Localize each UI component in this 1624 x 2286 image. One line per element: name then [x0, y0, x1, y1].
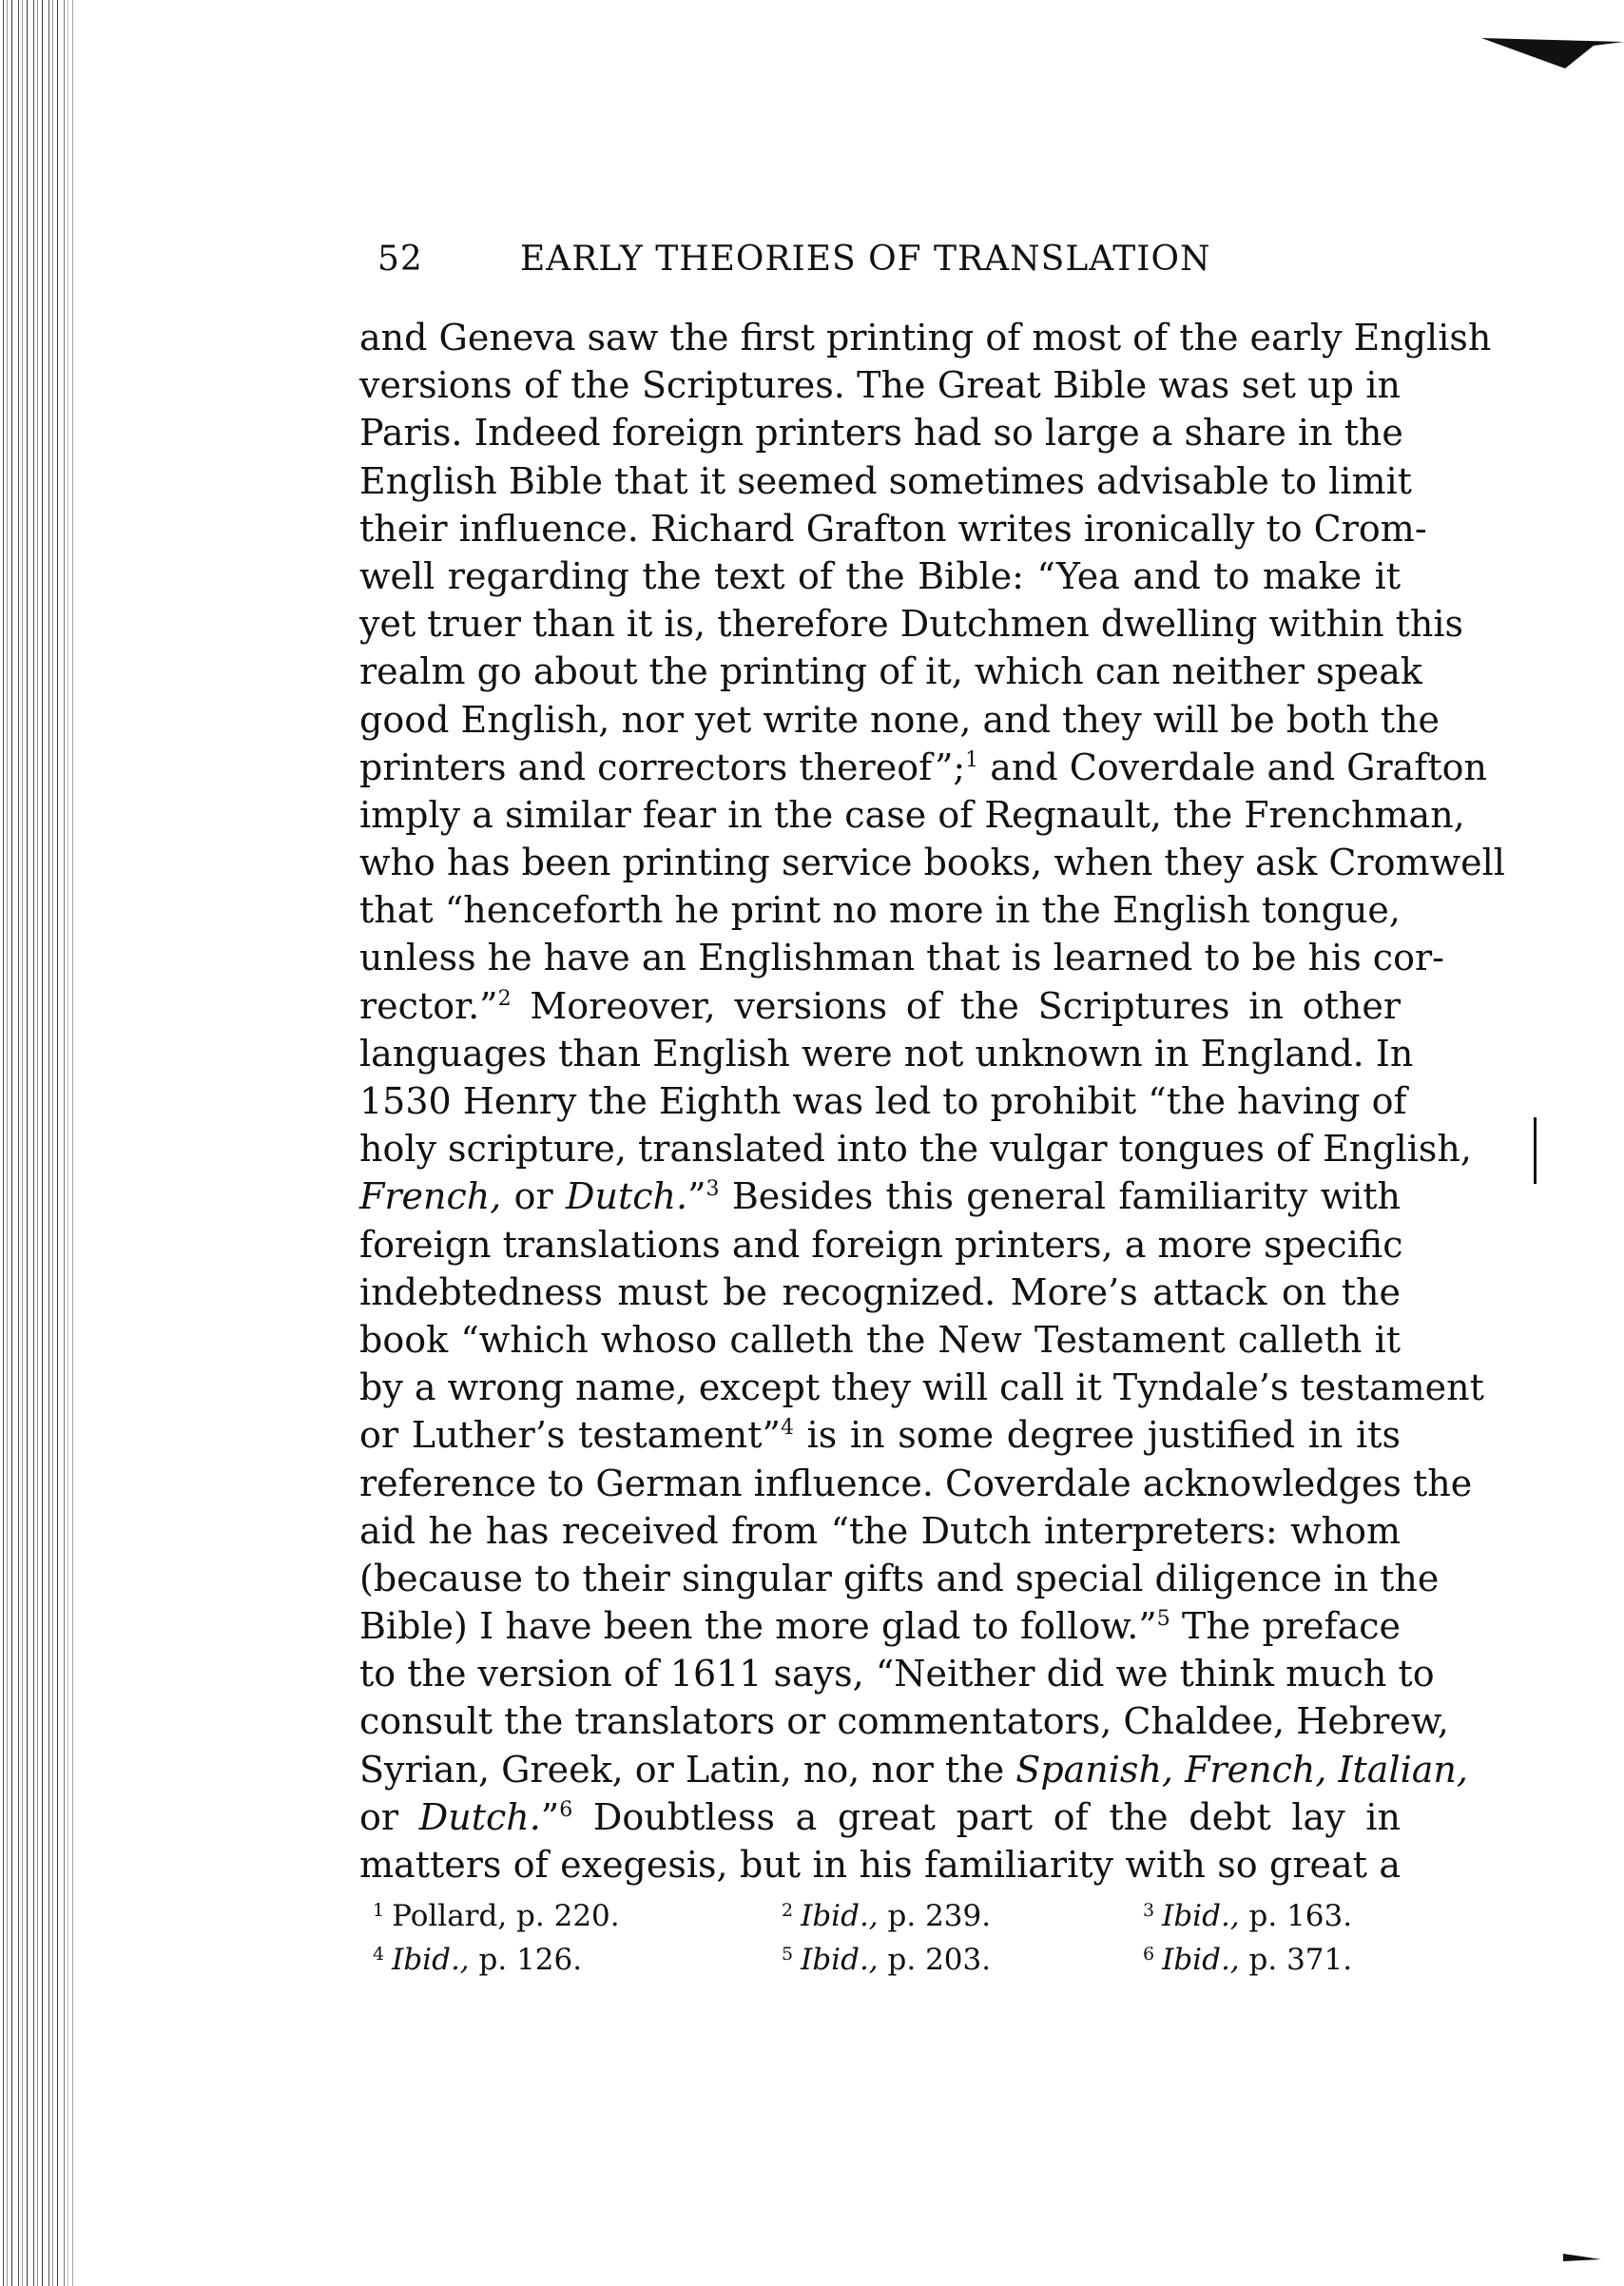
text-line: realm go about the printing of it, which can neither speak [359, 650, 1422, 693]
footnote-italic: Ibid., [1162, 1943, 1240, 1977]
footnote-text: p. 163. [1239, 1899, 1353, 1933]
footnote [782, 1938, 1143, 1982]
text-fragment: is in some degree justified in its [793, 1414, 1401, 1457]
text-line: 1530 Henry the Eighth was led to prohibit “the having of [359, 1080, 1407, 1122]
footnote-italic: Ibid., [801, 1899, 879, 1933]
text-fragment: or Luther’s testament” [359, 1414, 781, 1457]
footnote-row [373, 1894, 1400, 1938]
footnote-ref: 4 [780, 1416, 794, 1441]
text-line: unless he have an Englishman that is learned to be his cor- [359, 937, 1444, 979]
text-fragment: The preface [1170, 1605, 1401, 1648]
footnote-mark: 6 [1143, 1944, 1155, 1965]
text-line [359, 982, 1401, 1030]
footnote-ref: 2 [497, 986, 512, 1011]
text-fragment: rector.” [359, 984, 498, 1027]
text-line: languages than English were not unknown in England. In [359, 1032, 1414, 1075]
footnote-text: Pollard, p. 220. [392, 1899, 620, 1933]
text-line: Paris. Indeed foreign printers had so large a share in the [359, 412, 1403, 455]
footnote-ref: 6 [559, 1797, 573, 1822]
footnote-mark: 5 [782, 1944, 794, 1965]
text-fragment: ” [540, 1795, 560, 1838]
text-line [359, 1411, 1401, 1459]
text-line: aid he has received from “the Dutch interpreters: whom [359, 1509, 1401, 1552]
text-line: who has been printing service books, when they ask Cromwell [359, 842, 1505, 884]
footnote [373, 1938, 782, 1982]
text-fragment: Syrian, Greek, or Latin, no, nor the [359, 1748, 1005, 1791]
italic-fragment: Dutch. [418, 1795, 541, 1838]
page-number: 52 [377, 240, 423, 279]
text-fragment: Bible) I have been the more glad to follow.” [359, 1605, 1157, 1648]
text-fragment: and Coverdale and Grafton [978, 746, 1487, 788]
footnote-text: p. 239. [878, 1899, 992, 1933]
text-line: reference to German influence. Coverdale acknowledges the [359, 1462, 1473, 1504]
footnote-italic: Ibid., [1162, 1899, 1240, 1933]
footnote-text: p. 126. [469, 1943, 583, 1977]
footnote [1143, 1894, 1400, 1938]
text-line: (because to their singular gifts and special diligence in the [359, 1557, 1440, 1599]
footnote [373, 1894, 782, 1938]
footnote-italic: Ibid., [801, 1943, 879, 1977]
italic-fragment: Dutch. [566, 1175, 688, 1218]
footnote-ref: 5 [1156, 1607, 1170, 1632]
footnote-ref: 1 [965, 747, 979, 772]
text-line: book “which whoso calleth the New Testament calleth it [359, 1318, 1401, 1361]
text-fragment: or [359, 1795, 399, 1838]
text-fragment: Besides this general familiarity with [719, 1175, 1402, 1218]
footnote-text: p. 371. [1239, 1943, 1353, 1977]
text-fragment: or [501, 1175, 567, 1218]
running-title: EARLY THEORIES OF TRANSLATION [520, 240, 1211, 279]
footnote-mark: 3 [1143, 1900, 1155, 1921]
footnote-mark: 2 [782, 1900, 794, 1921]
footnote-mark: 4 [373, 1944, 385, 1965]
text-line: by a wrong name, except they will call it Tyndale’s testament [359, 1366, 1484, 1409]
text-line [359, 1793, 1401, 1841]
text-line: foreign translations and foreign printers, a more specific [359, 1223, 1403, 1266]
text-line [359, 1602, 1401, 1650]
text-line: good English, nor yet write none, and they will be both the [359, 698, 1440, 741]
text-fragment: Moreover, versions of the Scriptures in other [511, 984, 1401, 1027]
footnote-ref: 3 [706, 1177, 720, 1202]
text-line: that “henceforth he print no more in the English tongue, [359, 889, 1401, 932]
text-fragment: printers and correctors thereof”; [359, 746, 966, 788]
footnote [782, 1894, 1143, 1938]
italic-fragment: Spanish, French, Italian, [1015, 1748, 1468, 1791]
text-line: consult the translators or commentators, Chaldee, Hebrew, [359, 1700, 1449, 1743]
text-line [359, 1746, 1468, 1793]
footnote-row [373, 1938, 1400, 1982]
text-fragment: Doubtless a great part of the debt lay in [572, 1795, 1401, 1838]
text-line: yet truer than it is, therefore Dutchmen dwelling within this [359, 603, 1464, 646]
footnote-mark: 1 [373, 1900, 385, 1921]
text-line: indebtedness must be recognized. More’s attack on the [359, 1270, 1401, 1313]
italic-fragment: French, [359, 1175, 502, 1218]
text-line: English Bible that it seemed sometimes advisable to limit [359, 459, 1412, 502]
footnotes [373, 1894, 1400, 1982]
text-line: imply a similar fear in the case of Regnault, the Frenchman, [359, 793, 1465, 836]
corner-arrow-icon [1481, 34, 1624, 72]
gutter-shadow [57, 0, 86, 2286]
scan-edge-mark-icon [1563, 2252, 1601, 2263]
text-line: their influence. Richard Grafton writes ironically to Crom- [359, 507, 1427, 550]
text-line: to the version of 1611 says, “Neither did we think much to [359, 1653, 1435, 1695]
text-fragment: ” [687, 1175, 706, 1218]
text-line: versions of the Scriptures. The Great Bible was set up in [359, 364, 1401, 407]
margin-mark [1534, 1117, 1537, 1184]
text-line: matters of exegesis, but in his familiarity with so great a [359, 1844, 1401, 1886]
text-line: holy scripture, translated into the vulgar tongues of English, [359, 1128, 1472, 1171]
text-line [359, 744, 1487, 791]
footnote-italic: Ibid., [392, 1943, 470, 1977]
footnote-text: p. 203. [878, 1943, 992, 1977]
body-text [359, 314, 1505, 1889]
text-line [359, 1172, 1401, 1220]
running-head [377, 240, 1423, 279]
text-line: well regarding the text of the Bible: “Yea and to make it [359, 554, 1401, 597]
footnote [1143, 1938, 1400, 1982]
text-line: and Geneva saw the first printing of most of the early English [359, 317, 1492, 358]
